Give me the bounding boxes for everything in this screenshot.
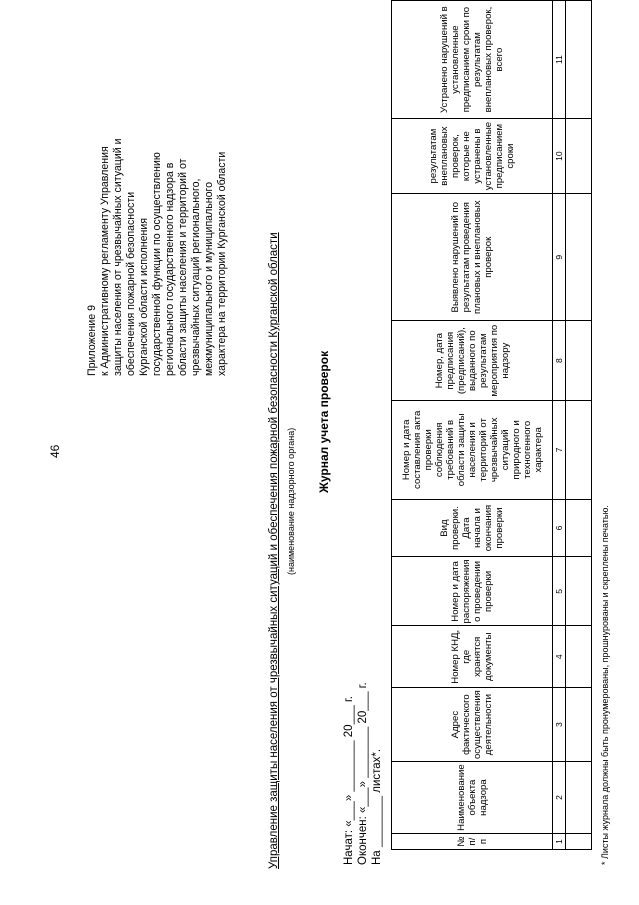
agency-caption: (наименование надзорного органа) <box>286 427 296 575</box>
empty-cell[interactable] <box>566 626 592 688</box>
column-number: 5 <box>553 557 566 626</box>
appendix-line: к Административному регламенту Управления <box>99 146 111 376</box>
empty-cell[interactable] <box>566 1 592 119</box>
column-number: 7 <box>553 400 566 499</box>
appendix-line: регионального государственного надзора в <box>164 162 176 376</box>
empty-cell[interactable] <box>566 762 592 834</box>
empty-cell[interactable] <box>566 194 592 321</box>
empty-cell[interactable] <box>566 499 592 557</box>
appendix-line: обеспечения пожарной безопасности <box>125 191 137 376</box>
header-cell: результатам внеплановых проверок, которые не устранены в установленные предписанием сроки <box>392 119 553 194</box>
table-header-row <box>392 1 553 850</box>
appendix-line: Приложение 9 <box>86 305 98 376</box>
header-cell: Выявлено нарушений по результатам проведения плановых и внеплановых проверок <box>392 194 553 321</box>
column-number: 6 <box>553 499 566 557</box>
header-cell: Номер и дата распоряжения о проведении проверки <box>392 557 553 626</box>
column-number: 1 <box>553 834 566 850</box>
header-cell: Номер и дата составления акта проверки соблюдения требований в области защиты населения и территорий от чрезвычайных ситуаций природного и техногенного характера <box>392 400 553 499</box>
column-number: 8 <box>553 321 566 401</box>
column-number: 4 <box>553 626 566 688</box>
header-cell: Устранено нарушений в установленные предписанием сроки по результатам внеплановых проверок, всего <box>392 1 553 119</box>
footnote: * Листы журнала должны быть пронумерованы, прошнурованы и скреплены печатью. <box>600 505 610 865</box>
header-cell: Адрес фактического осуществления деятельности <box>392 688 553 762</box>
appendix-line: защиты населения от чрезвычайных ситуаций и <box>112 138 124 376</box>
empty-cell[interactable] <box>566 400 592 499</box>
column-number: 11 <box>553 1 566 119</box>
empty-cell[interactable] <box>566 557 592 626</box>
column-number: 10 <box>553 119 566 194</box>
agency-name: Управление защиты населения от чрезвычайных ситуаций и обеспечения пожарной безопасности Курганской области <box>268 232 280 869</box>
appendix-line: межмуниципального и муниципального <box>203 181 215 376</box>
page-number: 46 <box>48 444 62 458</box>
header-cell: Номер, дата предписания (предписаний), выданного по результатам мероприятия по надзору <box>392 321 553 401</box>
empty-cell[interactable] <box>566 834 592 850</box>
header-cell: № п/п <box>392 834 553 850</box>
appendix-line: чрезвычайных ситуаций регионального, <box>190 178 202 376</box>
header-cell: Номер КНД, где хранятся документы <box>392 626 553 688</box>
empty-cell[interactable] <box>566 688 592 762</box>
appendix-line: государственной функции по осуществлению <box>151 152 163 376</box>
appendix-line: области защиты населения и территорий от <box>177 158 189 376</box>
journal-title: Журнал учета проверок <box>317 350 331 493</box>
empty-cell[interactable] <box>566 119 592 194</box>
empty-cell[interactable] <box>566 321 592 401</box>
sheets-count-line: На ________ листах*. <box>371 748 383 865</box>
table-row <box>566 1 592 850</box>
column-number: 2 <box>553 762 566 834</box>
column-number: 3 <box>553 688 566 762</box>
column-number: 9 <box>553 194 566 321</box>
started-date-line: Начат: «___» ________ 20___ г. <box>343 696 355 865</box>
column-number-row <box>553 1 566 850</box>
appendix-block <box>86 76 229 376</box>
ended-date-line: Окончен: «___» ________ 20___ г. <box>357 682 369 865</box>
appendix-line: Курганской области исполнения <box>138 217 150 376</box>
inspection-log-table <box>391 0 592 850</box>
header-cell: Наименование объекта надзора <box>392 762 553 834</box>
header-cell: Вид проверки. Дата начала и окончания проверки <box>392 499 553 557</box>
appendix-line: характера на территории Курганской области <box>216 151 228 376</box>
